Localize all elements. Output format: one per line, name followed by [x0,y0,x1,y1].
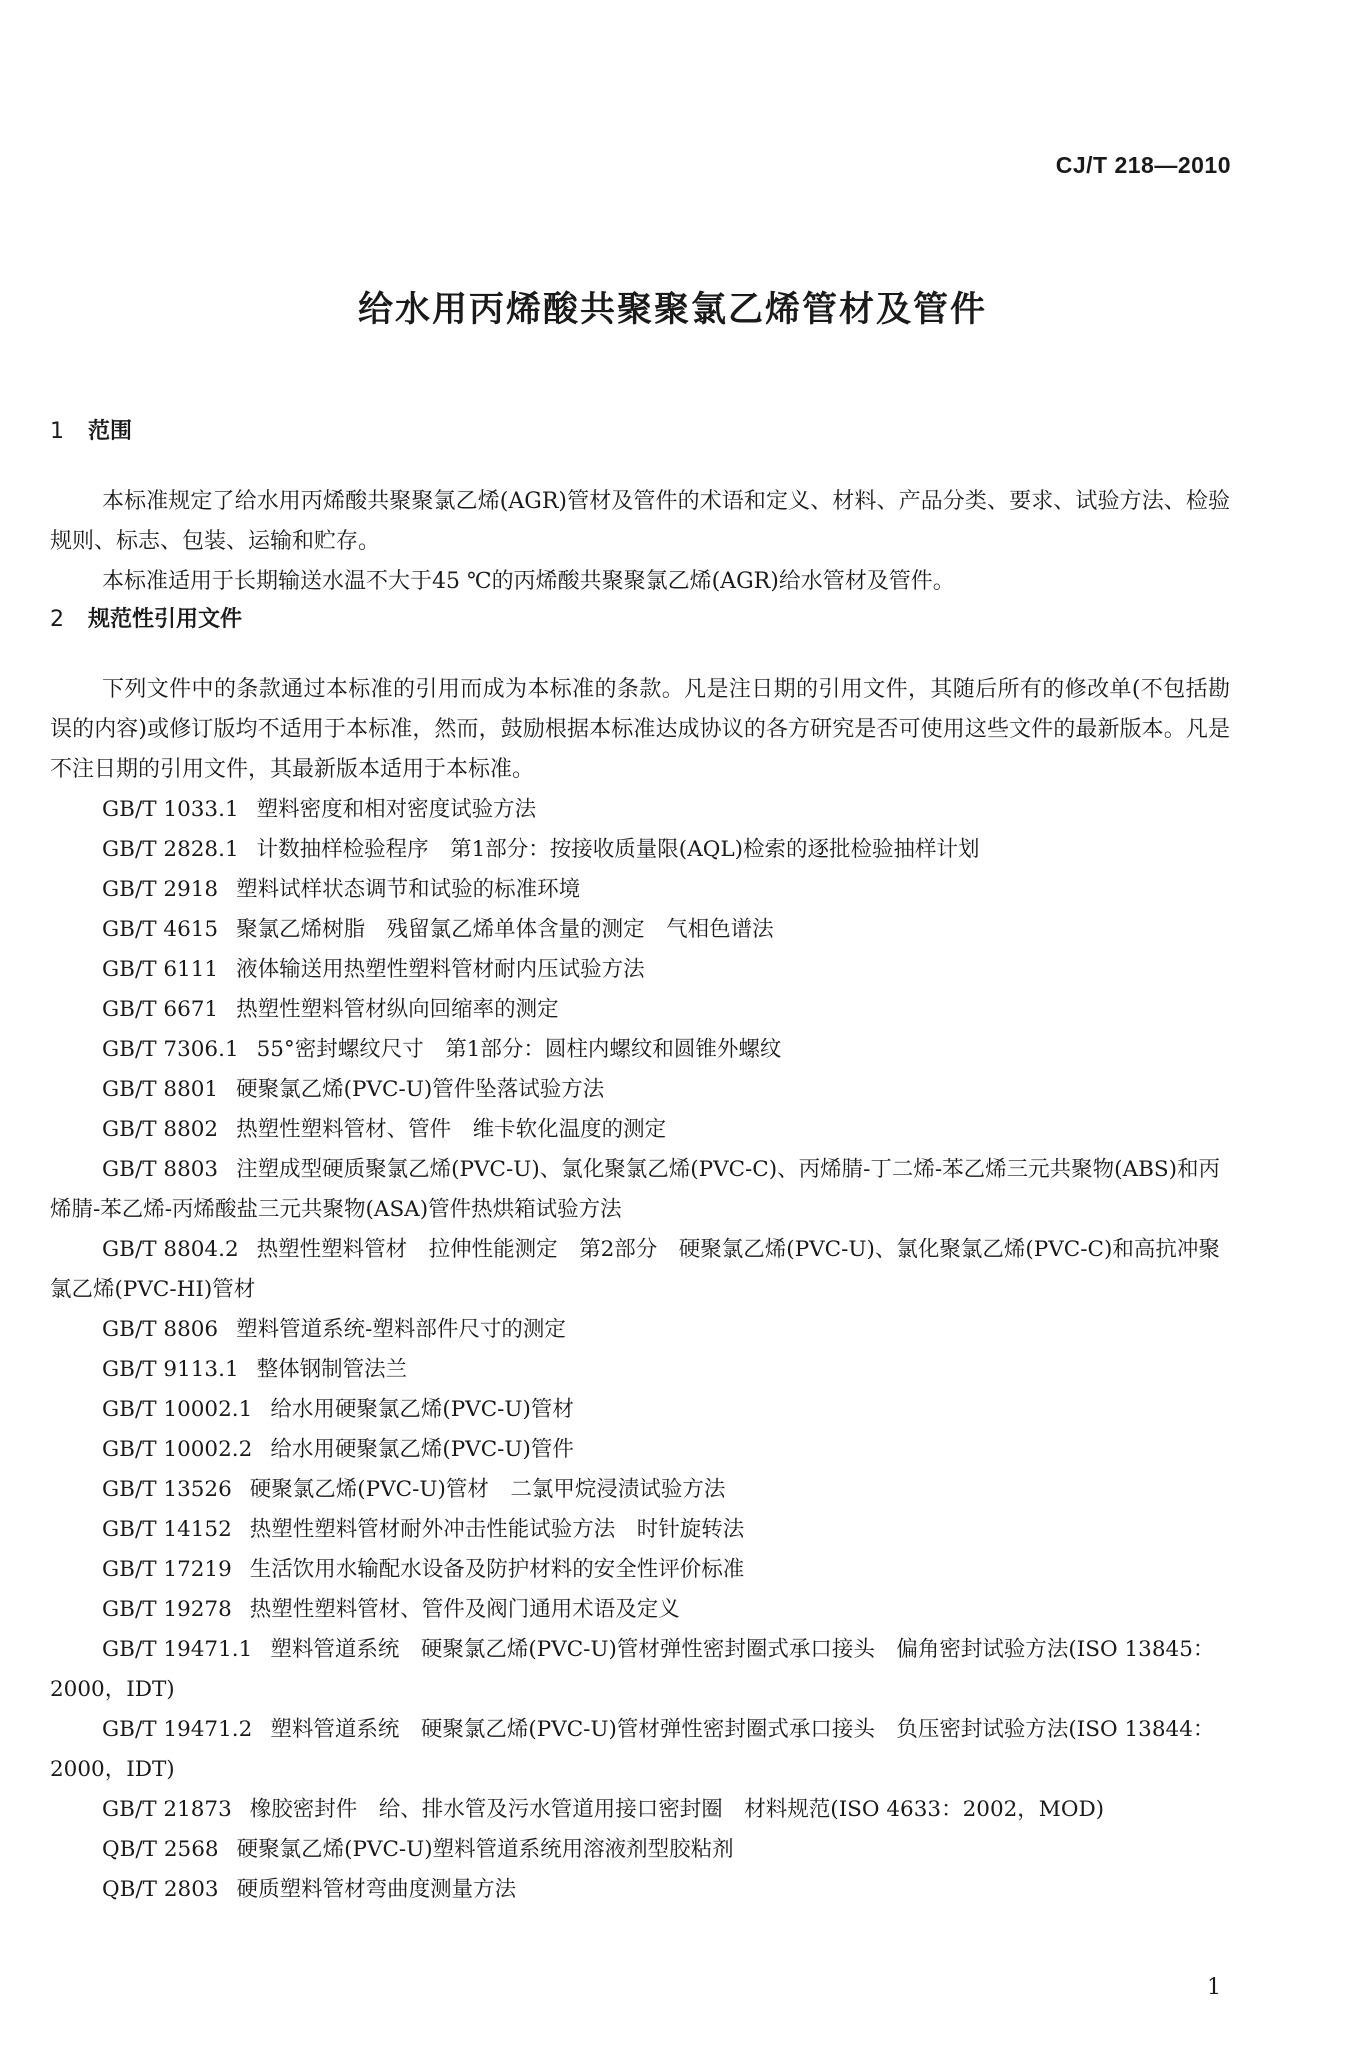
reference-code: GB/T 19471.1 [102,1637,253,1662]
reference-title: 热塑性塑料管材耐外冲击性能试验方法 时针旋转法 [249,1517,745,1542]
reference-item [50,1230,1230,1310]
reference-code: GB/T 17219 [102,1557,232,1582]
section-heading [50,412,1230,452]
reference-code: GB/T 8806 [102,1317,219,1342]
section-number: 2 [50,607,64,632]
reference-item [50,910,1230,950]
paragraph: 本标准规定了给水用丙烯酸共聚聚氯乙烯(AGR)管材及管件的术语和定义、材料、产品分类、要求、试验方法、检验规则、标志、包装、运输和贮存。 [50,489,1230,554]
reference-title: 硬聚氯乙烯(PVC-U)管件坠落试验方法 [236,1077,605,1102]
paragraph: 本标准适用于长期输送水温不大于45 ℃的丙烯酸共聚聚氯乙烯(AGR)给水管材及管件。 [102,569,955,594]
reference-item [50,1710,1230,1790]
reference-item [50,1790,1230,1830]
reference-title: 塑料管道系统-塑料部件尺寸的测定 [236,1317,566,1342]
reference-title: 热塑性塑料管材纵向回缩率的测定 [236,997,559,1022]
reference-code: GB/T 8801 [102,1077,219,1102]
section-scope [50,412,1230,602]
reference-code: GB/T 4615 [102,917,219,942]
intro-paragraph: 下列文件中的条款通过本标准的引用而成为本标准的条款。凡是注日期的引用文件，其随后所有的修改单(不包括勘误的内容)或修订版均不适用于本标准，然而，鼓励根据本标准达成协议的各方研究是否可使用这些文件的最新版本。凡是不注日期的引用文件，其最新版本适用于本标准。 [50,677,1230,782]
reference-code: GB/T 10002.1 [102,1397,253,1422]
reference-item [50,1070,1230,1110]
reference-code: QB/T 2568 [102,1837,219,1862]
reference-code: GB/T 1033.1 [102,797,239,822]
section-title: 规范性引用文件 [88,607,243,632]
reference-code: GB/T 14152 [102,1517,232,1542]
page-number: 1 [1207,1975,1221,2000]
reference-title: 硬质塑料管材弯曲度测量方法 [236,1877,517,1902]
reference-code: GB/T 2828.1 [102,837,239,862]
reference-title: 塑料试样状态调节和试验的标准环境 [236,877,581,902]
reference-title: 55°密封螺纹尺寸 第1部分：圆柱内螺纹和圆锥外螺纹 [256,1037,782,1062]
reference-item [50,1470,1230,1510]
reference-title: 塑料管道系统 硬聚氯乙烯(PVC-U)管材弹性密封圈式承口接头 负压密封试验方法(ISO 13844：2000，IDT) [50,1717,1215,1782]
reference-code: GB/T 8803 [102,1157,219,1182]
reference-title: 聚氯乙烯树脂 残留氯乙烯单体含量的测定 气相色谱法 [236,917,774,942]
reference-code: GB/T 10002.2 [102,1437,253,1462]
reference-code: GB/T 7306.1 [102,1037,239,1062]
reference-title: 塑料管道系统 硬聚氯乙烯(PVC-U)管材弹性密封圈式承口接头 偏角密封试验方法(ISO 13845：2000，IDT) [50,1637,1215,1702]
reference-code: GB/T 8804.2 [102,1237,239,1262]
standard-code: CJ/T 218—2010 [1055,152,1231,178]
reference-code: GB/T 9113.1 [102,1357,239,1382]
reference-code: GB/T 19278 [102,1597,232,1622]
reference-item [50,1830,1230,1870]
reference-title: 橡胶密封件 给、排水管及污水管道用接口密封圈 材料规范(ISO 4633：2002，MOD) [249,1797,1105,1822]
reference-item [50,1350,1230,1390]
reference-code: GB/T 21873 [102,1797,232,1822]
section-number: 1 [50,419,64,444]
reference-title: 塑料密度和相对密度试验方法 [256,797,537,822]
reference-title: 计数抽样检验程序 第1部分：按接收质量限(AQL)检索的逐批检验抽样计划 [256,837,980,862]
reference-item [50,990,1230,1030]
reference-title: 注塑成型硬质聚氯乙烯(PVC-U)、氯化聚氯乙烯(PVC-C)、丙烯腈-丁二烯-苯乙烯三元共聚物(ABS)和丙烯腈-苯乙烯-丙烯酸盐三元共聚物(ASA)管件热烘箱试验方法 [50,1157,1221,1222]
reference-title: 给水用硬聚氯乙烯(PVC-U)管件 [270,1437,574,1462]
reference-item [50,790,1230,830]
reference-item [50,1030,1230,1070]
reference-item [50,1430,1230,1470]
reference-item [50,1550,1230,1590]
section-title: 范围 [88,419,133,444]
reference-item [50,1590,1230,1630]
section-heading [50,600,1230,640]
reference-title: 热塑性塑料管材、管件及阀门通用术语及定义 [249,1597,680,1622]
reference-title: 整体钢制管法兰 [256,1357,408,1382]
reference-code: GB/T 2918 [102,877,219,902]
reference-item [50,1870,1230,1910]
reference-title: 给水用硬聚氯乙烯(PVC-U)管材 [270,1397,574,1422]
reference-item [50,1510,1230,1550]
reference-item [50,1110,1230,1150]
reference-item [50,1630,1230,1710]
reference-code: GB/T 13526 [102,1477,232,1502]
reference-code: GB/T 8802 [102,1117,219,1142]
reference-code: GB/T 6671 [102,997,219,1022]
reference-item [50,950,1230,990]
reference-code: GB/T 19471.2 [102,1717,253,1742]
reference-code: GB/T 6111 [102,957,219,982]
reference-code: QB/T 2803 [102,1877,219,1902]
reference-title: 生活饮用水输配水设备及防护材料的安全性评价标准 [249,1557,745,1582]
reference-item [50,870,1230,910]
reference-title: 硬聚氯乙烯(PVC-U)管材 二氯甲烷浸渍试验方法 [249,1477,726,1502]
reference-item [50,1390,1230,1430]
reference-item [50,1150,1230,1230]
document-title: 给水用丙烯酸共聚聚氯乙烯管材及管件 [357,290,987,330]
reference-item [50,830,1230,870]
reference-list [50,790,1230,1910]
reference-title: 热塑性塑料管材、管件 维卡软化温度的测定 [236,1117,667,1142]
reference-title: 液体输送用热塑性塑料管材耐内压试验方法 [236,957,645,982]
reference-title: 热塑性塑料管材 拉伸性能测定 第2部分 硬聚氯乙烯(PVC-U)、氯化聚氯乙烯(PVC-C)和高抗冲聚氯乙烯(PVC-HI)管材 [50,1237,1220,1302]
reference-title: 硬聚氯乙烯(PVC-U)塑料管道系统用溶液剂型胶粘剂 [236,1837,734,1862]
reference-item [50,1310,1230,1350]
section-normative-references [50,600,1230,1910]
